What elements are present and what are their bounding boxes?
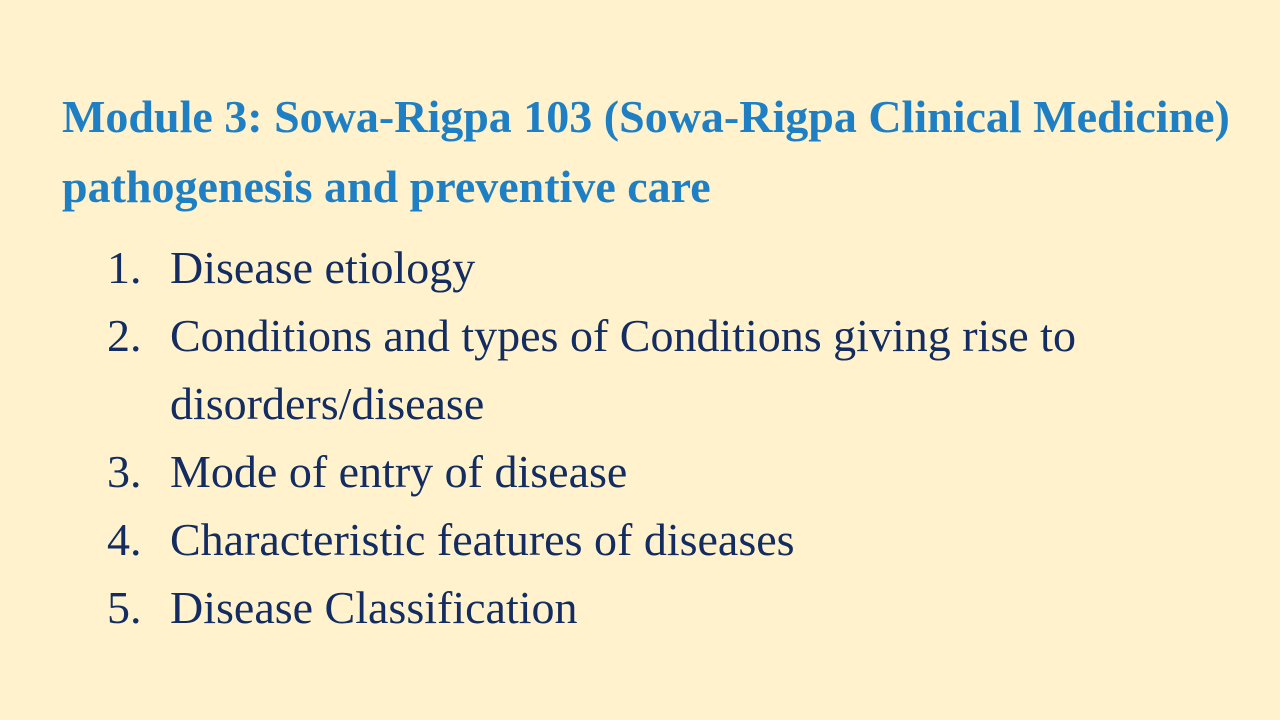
list-item-number: 5. [107,582,142,633]
list-item-text: Characteristic features of diseases [170,514,795,565]
list-item-text: Disease etiology [170,242,476,293]
list-item [0,234,1240,302]
list-item-text: Mode of entry of disease [170,446,628,497]
list-item [0,302,1240,438]
list-item-number: 4. [107,514,142,565]
list-item-number: 1. [107,242,142,293]
list-item-number: 2. [107,310,142,361]
list-item [0,574,1240,642]
list-item [0,506,1240,574]
list-item [0,438,1240,506]
list-item-text: Conditions and types of Conditions giving rise to disorders/disease [170,310,1076,429]
list-item-text: Disease Classification [170,582,578,633]
list-item-number: 3. [107,446,142,497]
topic-list [0,234,1280,642]
slide-title: Module 3: Sowa-Rigpa 103 (Sowa-Rigpa Clinical Medicine) pathogenesis and preventive care [62,91,1230,212]
